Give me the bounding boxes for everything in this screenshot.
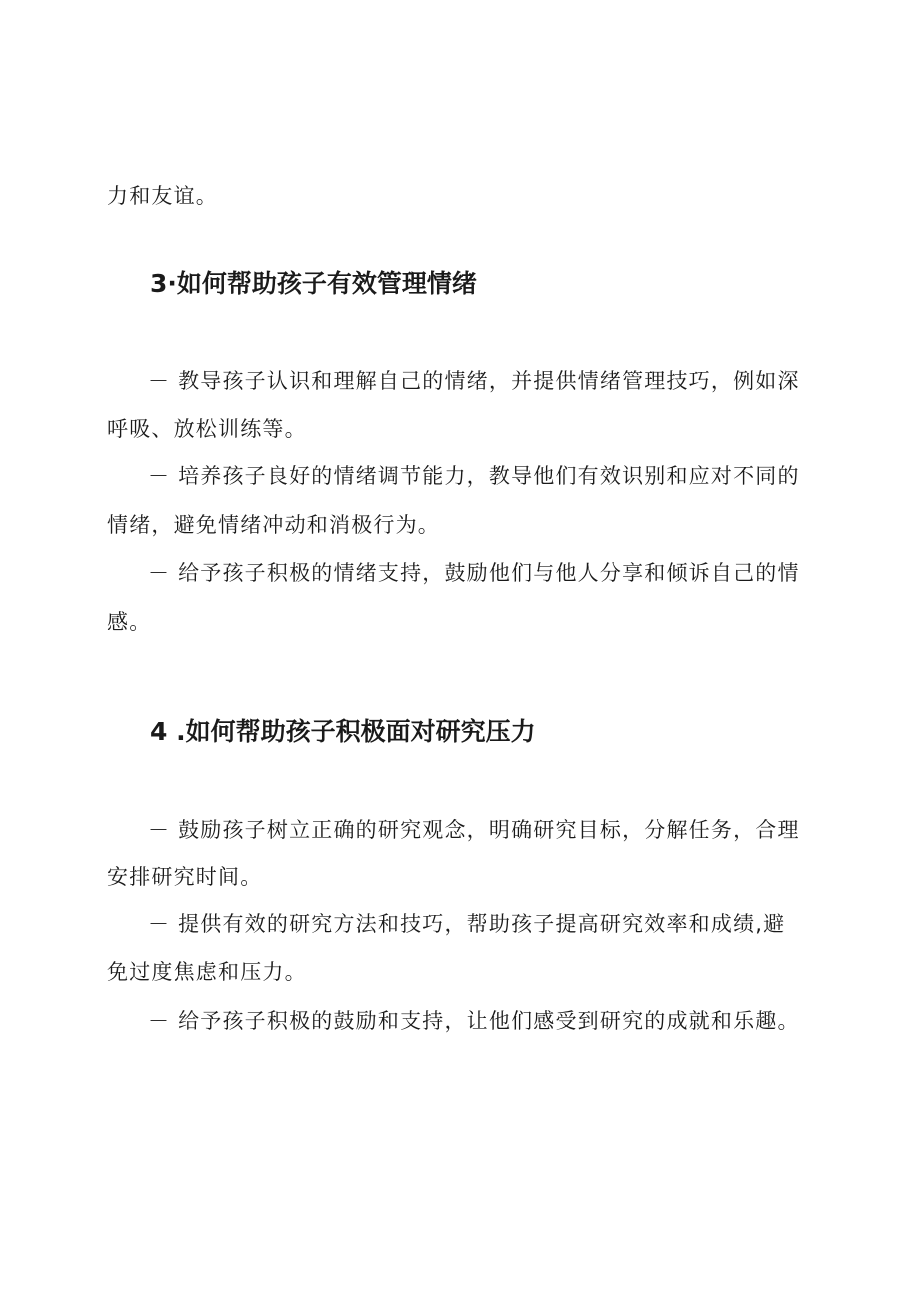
section-4-heading: 4 .如何帮助孩子积极面对研究压力 — [150, 717, 536, 746]
section-4-bullet-1-line-2: 安排研究时间。 — [107, 865, 263, 889]
section-4-bullet-3-line-1: － 给予孩子积极的鼓励和支持，让他们感受到研究的成就和乐趣。 — [148, 1009, 800, 1033]
section-3-heading: 3·如何帮助孩子有效管理情绪 — [150, 269, 477, 298]
section-4-bullet-2-line-2: 免过度焦虑和压力。 — [107, 960, 307, 984]
section-4-bullet-2-line-1: － 提供有效的研究方法和技巧，帮助孩子提高研究效率和成绩,避 — [148, 912, 786, 936]
paragraph-continuation: 力和友谊。 — [107, 184, 218, 208]
section-3-bullet-1-line-1: － 教导孩子认识和理解自己的情绪，并提供情绪管理技巧，例如深 — [148, 369, 800, 393]
section-3-bullet-3-line-1: － 给予孩子积极的情绪支持，鼓励他们与他人分享和倾诉自己的情 — [148, 561, 800, 585]
section-3-bullet-1-line-2: 呼吸、放松训练等。 — [107, 417, 307, 441]
section-3-bullet-3-line-2: 感。 — [107, 610, 152, 634]
section-3-bullet-2-line-1: － 培养孩子良好的情绪调节能力，教导他们有效识别和应对不同的 — [148, 464, 800, 488]
section-3-bullet-2-line-2: 情绪，避免情绪冲动和消极行为。 — [107, 513, 440, 537]
section-4-bullet-1-line-1: － 鼓励孩子树立正确的研究观念，明确研究目标，分解任务，合理 — [148, 818, 800, 842]
